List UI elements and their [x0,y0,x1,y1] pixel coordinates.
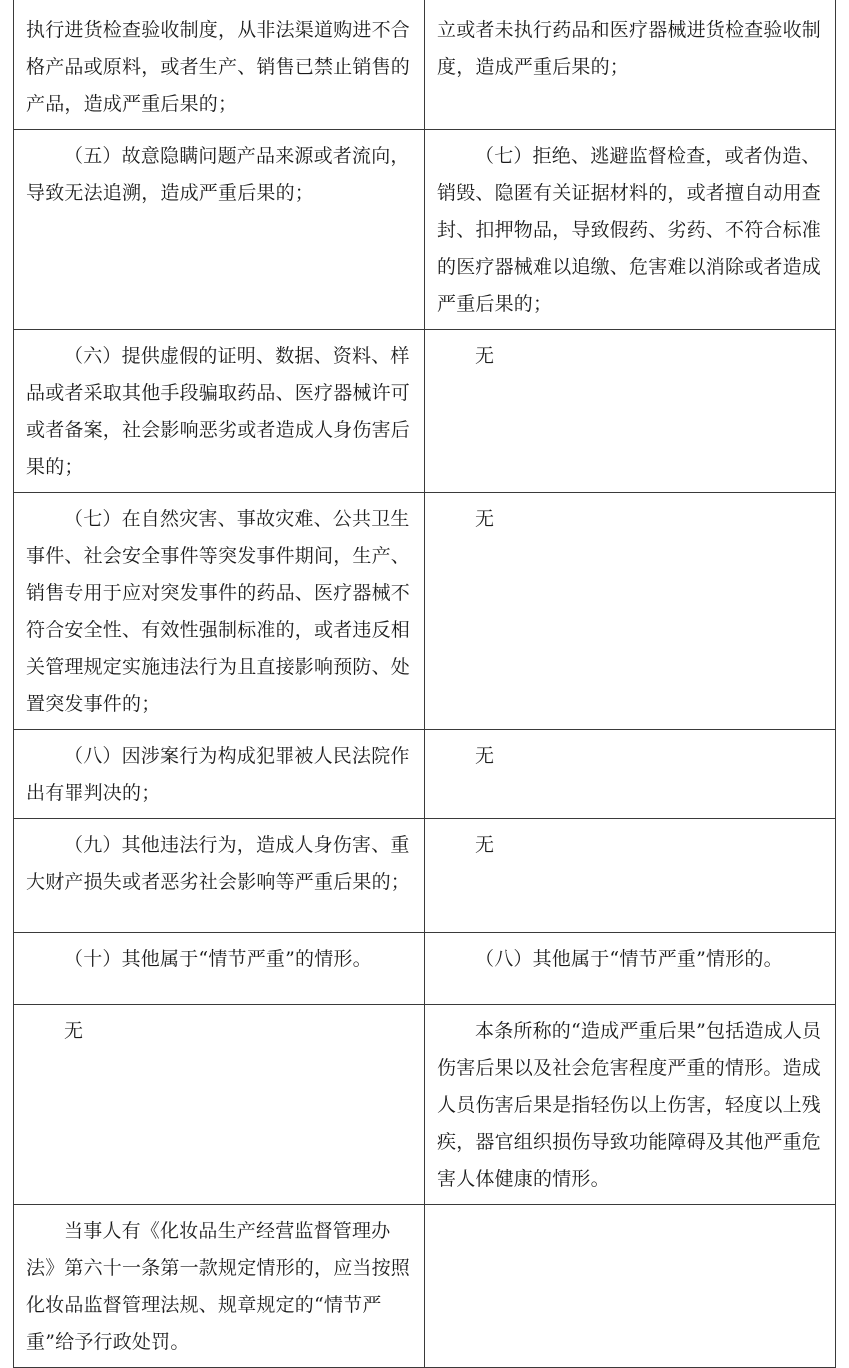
cell-text: （七）在自然灾害、事故灾难、公共卫生事件、社会安全事件等突发事件期间，生产、销售专用于应对突发事件的药品、医疗器械不符合安全性、有效性强制标准的，或者违反相关管理规定实施违法行为且直接影响预防、处置突发事件的； [26,508,411,715]
cell-text: （五）故意隐瞒问题产品来源或者流向，导致无法追溯，造成严重后果的； [26,145,410,204]
cell-text: （八）因涉案行为构成犯罪被人民法院作出有罪判决的； [26,745,410,804]
cell-text: 无 [475,745,495,767]
cell-text: 无 [475,508,495,530]
left-cell [14,933,425,1005]
table-row [14,730,836,819]
cell-text: 无 [475,345,495,367]
cell-text: （九）其他违法行为，造成人身伤害、重大财产损失或者恶劣社会影响等严重后果的； [26,834,411,893]
table-row [14,493,836,730]
comparison-table [13,0,836,1368]
cell-text: 无 [475,834,495,856]
right-cell [425,130,836,330]
left-cell [14,0,425,130]
right-cell [425,1205,836,1368]
left-cell [14,493,425,730]
left-cell [14,1005,425,1205]
cell-text: 本条所称的“造成严重后果”包括造成人员伤害后果以及社会危害程度严重的情形。造成人员伤害后果是指轻伤以上伤害，轻度以上残疾，器官组织损伤导致功能障碍及其他严重危害人体健康的情形。 [437,1020,822,1190]
table-row [14,933,836,1005]
cell-text: 当事人有《化妆品生产经营监督管理办法》第六十一条第一款规定情形的，应当按照化妆品监督管理法规、规章规定的“情节严重”给予行政处罚。 [26,1220,411,1353]
cell-text: （六）提供虚假的证明、数据、资料、样品或者采取其他手段骗取药品、医疗器械许可或者备案，社会影响恶劣或者造成人身伤害后果的； [26,345,411,478]
right-cell [425,330,836,493]
right-cell [425,730,836,819]
cell-text: 立或者未执行药品和医疗器械进货检查验收制度，造成严重后果的； [437,19,822,78]
cell-text: （八）其他属于“情节严重”情形的。 [475,948,783,970]
cell-text: 执行进货检查验收制度，从非法渠道购进不合格产品或原料，或者生产、销售已禁止销售的产品，造成严重后果的； [26,19,411,115]
table-row [14,1005,836,1205]
cell-text: （七）拒绝、逃避监督检查，或者伪造、销毁、隐匿有关证据材料的，或者擅自动用查封、扣押物品，导致假药、劣药、不符合标准的医疗器械难以追缴、危害难以消除或者造成严重后果的； [437,145,822,315]
cell-text: （十）其他属于“情节严重”的情形。 [64,948,372,970]
right-cell [425,819,836,933]
table-row [14,130,836,330]
right-cell [425,493,836,730]
left-cell [14,730,425,819]
left-cell [14,1205,425,1368]
cell-text: 无 [64,1020,84,1042]
table-row [14,0,836,130]
left-cell [14,819,425,933]
table-row [14,330,836,493]
table-row [14,819,836,933]
right-cell [425,0,836,130]
table-row [14,1205,836,1368]
left-cell [14,130,425,330]
right-cell [425,933,836,1005]
right-cell [425,1005,836,1205]
left-cell [14,330,425,493]
